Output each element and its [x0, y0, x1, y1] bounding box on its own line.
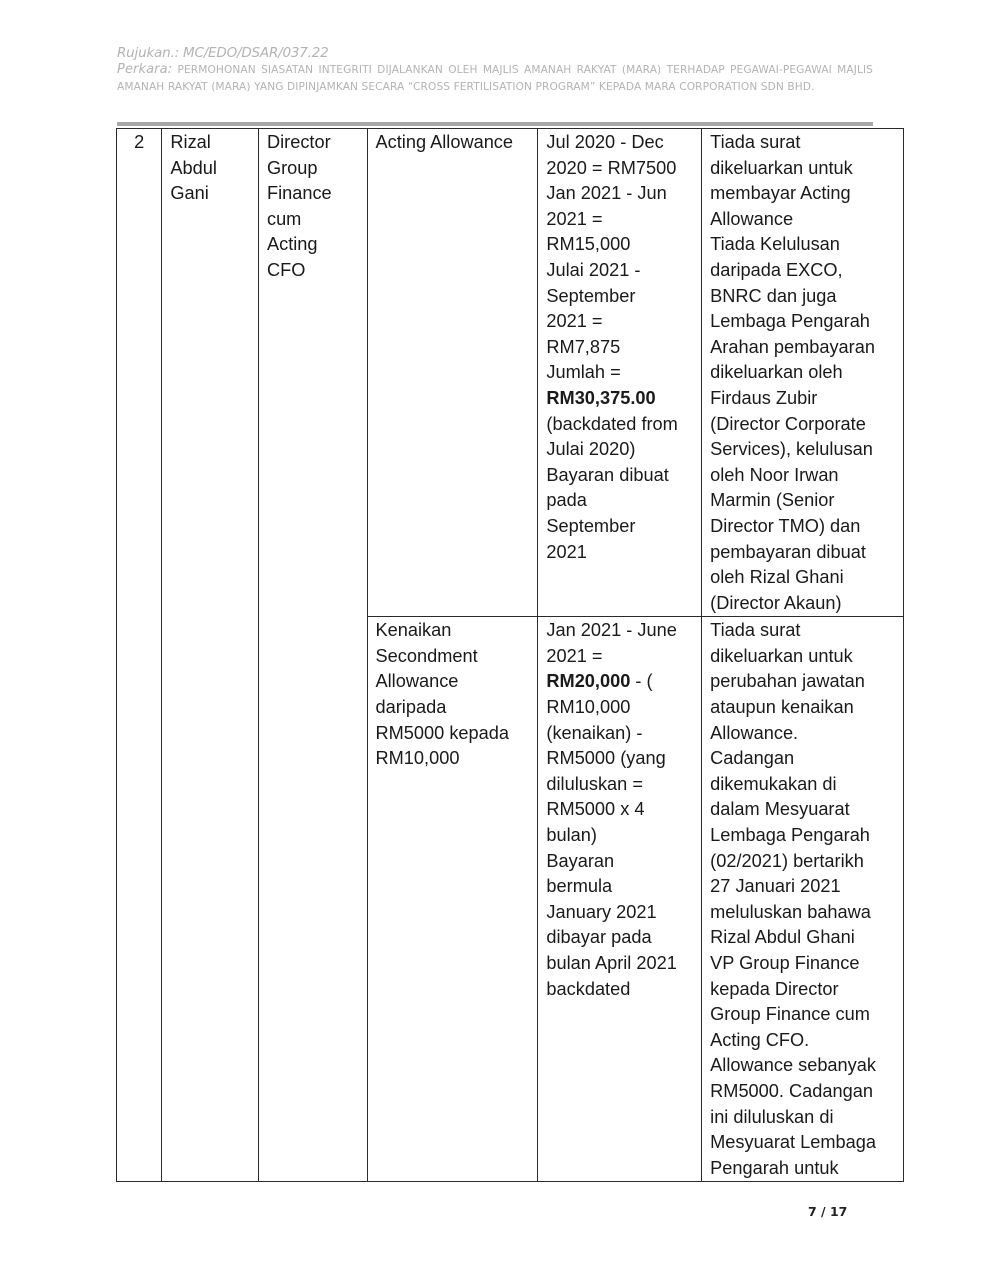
- cell-text-line: Firdaus Zubir: [710, 387, 818, 408]
- line-text: RM5000 x 4: [546, 799, 645, 820]
- cell-text-line: [546, 669, 693, 695]
- line-text: RM10,000: [546, 697, 631, 718]
- cell-text-line: [546, 977, 693, 1003]
- line-text: Jan 2021 - Jun: [546, 183, 667, 204]
- cell-text-line: [546, 644, 693, 670]
- cell-text-line: [546, 514, 693, 540]
- cell-text-line: [546, 258, 693, 284]
- allowance-item-cell: [367, 129, 538, 617]
- cell-text-line: (Director Akaun): [710, 592, 842, 613]
- cell-text-line: Pengarah untuk: [710, 1157, 839, 1178]
- cell-text-line: Arahan pembayaran: [710, 336, 875, 357]
- cell-text-line: Tiada surat: [710, 620, 801, 641]
- line-text: (kenaikan) -: [546, 722, 643, 743]
- table-row: [117, 129, 904, 617]
- cell-text-line: [546, 874, 693, 900]
- cell-text-line: [546, 540, 693, 566]
- cell-text-line: ataupun kenaikan: [710, 697, 854, 718]
- cell-text-line: [546, 156, 693, 182]
- line-text: September: [546, 515, 636, 536]
- line-text: January 2021: [546, 901, 657, 922]
- cell-text-line: Marmin (Senior: [710, 490, 835, 511]
- cell-text-line: [546, 181, 693, 207]
- line-text: bulan): [546, 825, 597, 846]
- cell-text-line: [546, 951, 693, 977]
- cell-text-line: [546, 463, 693, 489]
- cell-text-line: daripada EXCO,: [710, 259, 843, 280]
- cell-text-line: Rizal Abdul Ghani: [710, 927, 855, 948]
- cell-text-line: [546, 695, 693, 721]
- allowance-amount-cell: [538, 617, 702, 1182]
- cell-text-line: pembayaran dibuat: [710, 541, 866, 562]
- cell-text-line: CFO: [266, 259, 306, 280]
- cell-text-line: RM10,000: [375, 748, 460, 769]
- cell-text-line: meluluskan bahawa: [710, 901, 871, 922]
- cell-text-line: [546, 386, 693, 412]
- entry-number: 2: [134, 132, 145, 152]
- cell-text-line: (02/2021) bertarikh: [710, 850, 864, 871]
- cell-text-line: Secondment: [375, 645, 478, 666]
- cell-text-line: Group Finance cum: [710, 1004, 870, 1025]
- cell-text-line: [546, 309, 693, 335]
- cell-text-line: RM5000. Cadangan: [710, 1080, 873, 1101]
- line-text: September: [546, 285, 636, 306]
- cell-text-line: dikemukakan di: [710, 773, 837, 794]
- cell-text-line: (Director Corporate: [710, 413, 866, 434]
- line-text: RM15,000: [546, 234, 631, 255]
- cell-text-line: Director: [266, 132, 331, 152]
- cell-text-line: membayar Acting: [710, 183, 851, 204]
- cell-text-line: [546, 207, 693, 233]
- line-text: 2021: [546, 541, 587, 562]
- line-text: bermula: [546, 876, 613, 897]
- cell-text-line: Mesyuarat Lembaga: [710, 1132, 876, 1153]
- cell-text-line: [546, 232, 693, 258]
- line-text: pada: [546, 490, 587, 511]
- cell-text-line: [546, 797, 693, 823]
- line-text: Julai 2020): [546, 439, 636, 460]
- cell-text-line: dikeluarkan untuk: [710, 157, 853, 178]
- cell-text-line: Abdul: [170, 157, 217, 178]
- entry-number-cell: [117, 129, 162, 1182]
- cell-text-line: [546, 360, 693, 386]
- cell-text-line: [546, 925, 693, 951]
- cell-text-line: dikeluarkan untuk: [710, 645, 853, 666]
- cell-text-line: dikeluarkan oleh: [710, 362, 843, 383]
- cell-text-line: Services), kelulusan: [710, 439, 873, 460]
- cell-text-line: Kenaikan: [375, 620, 452, 641]
- allowance-note-cell: [702, 129, 904, 617]
- cell-text-line: Acting: [266, 234, 318, 255]
- cell-text-line: Acting Allowance: [375, 132, 514, 152]
- cell-text-line: [546, 849, 693, 875]
- cell-text-line: [546, 437, 693, 463]
- cell-text-line: oleh Noor Irwan: [710, 464, 839, 485]
- entry-name-cell: [162, 129, 259, 1182]
- cell-text-line: [546, 746, 693, 772]
- cell-text-line: [546, 721, 693, 747]
- cell-text-line: Allowance sebanyak: [710, 1055, 876, 1076]
- cell-text-line: Cadangan: [710, 748, 795, 769]
- line-text: RM5000 (yang: [546, 748, 666, 769]
- line-text: Jumlah =: [546, 362, 621, 383]
- line-text: backdated: [546, 978, 631, 999]
- cell-text-line: dalam Mesyuarat: [710, 799, 850, 820]
- line-text: Jul 2020 - Dec: [546, 132, 664, 152]
- line-text: Bayaran: [546, 850, 615, 871]
- cell-text-line: oleh Rizal Ghani: [710, 567, 844, 588]
- cell-text-line: perubahan jawatan: [710, 671, 865, 692]
- allowance-note-cell: [702, 617, 904, 1182]
- cell-text-line: Acting CFO.: [710, 1029, 810, 1050]
- line-text: 2021 =: [546, 311, 603, 332]
- allowance-item-cell: [367, 617, 538, 1182]
- document-header: [117, 44, 873, 95]
- allowance-table: [116, 128, 904, 1182]
- bold-amount: RM20,000: [546, 671, 631, 692]
- cell-text-line: Allowance.: [710, 722, 799, 743]
- cell-text-line: Lembaga Pengarah: [710, 311, 870, 332]
- line-text: Bayaran dibuat: [546, 464, 669, 485]
- line-text: (backdated from: [546, 413, 678, 434]
- cell-text-line: [546, 823, 693, 849]
- cell-text-line: RM5000 kepada: [375, 722, 509, 743]
- line-text: dibayar pada: [546, 927, 652, 948]
- cell-text-line: [546, 488, 693, 514]
- cell-text-line: cum: [266, 208, 302, 229]
- cell-text-line: VP Group Finance: [710, 953, 860, 973]
- cell-text-line: Rizal: [170, 132, 211, 152]
- cell-text-line: Director TMO) dan: [710, 515, 861, 536]
- subject-label: Perkara:: [117, 62, 173, 77]
- cell-text-line: ini diluluskan di: [710, 1106, 834, 1127]
- cell-text-line: Allowance: [375, 671, 459, 692]
- cell-text-line: [546, 618, 693, 644]
- line-text: bulan April 2021: [546, 953, 677, 973]
- line-text: RM7,875: [546, 336, 621, 357]
- header-divider: [117, 122, 873, 126]
- cell-text-line: Group: [266, 157, 318, 178]
- cell-text-line: [546, 412, 693, 438]
- cell-text-line: [546, 130, 693, 156]
- line-text: 2021 =: [546, 208, 603, 229]
- page-number: 7 / 17: [808, 1204, 848, 1219]
- line-text: diluluskan =: [546, 773, 643, 794]
- cell-text-line: Tiada surat: [710, 132, 801, 152]
- subject-line: [117, 62, 873, 95]
- line-text: Julai 2021 -: [546, 259, 641, 280]
- line-text: - (: [630, 671, 653, 692]
- cell-text-line: BNRC dan juga: [710, 285, 837, 306]
- allowance-amount-cell: [538, 129, 702, 617]
- cell-text-line: 27 Januari 2021: [710, 876, 841, 897]
- cell-text-line: kepada Director: [710, 978, 839, 999]
- cell-text-line: daripada: [375, 697, 447, 718]
- line-text: 2021 =: [546, 645, 603, 666]
- reference-number: Rujukan.: MC/EDO/DSAR/037.22: [117, 45, 329, 61]
- entry-position-cell: [258, 129, 367, 1182]
- cell-text-line: Finance: [266, 183, 332, 204]
- cell-text-line: [546, 900, 693, 926]
- cell-text-line: [546, 335, 693, 361]
- cell-text-line: Allowance: [710, 208, 794, 229]
- cell-text-line: Tiada Kelulusan: [710, 234, 840, 255]
- bold-amount: RM30,375.00: [546, 387, 656, 408]
- line-text: Jan 2021 - June: [546, 620, 677, 641]
- cell-text-line: Lembaga Pengarah: [710, 825, 870, 846]
- line-text: 2020 = RM7500: [546, 157, 677, 178]
- cell-text-line: Gani: [170, 183, 209, 204]
- subject-text: PERMOHONAN SIASATAN INTEGRITI DIJALANKAN OLEH MAJLIS AMANAH RAKYAT (MARA) TERHADAP PEGAWAI-PEGAWAI MAJLIS AMANAH RAKYAT (MARA) YANG DIPINJAMKAN SECARA “CROSS FERTILISATION PROGRAM” KEPADA MARA CORPORATION SDN BHD.: [117, 64, 873, 93]
- cell-text-line: [546, 284, 693, 310]
- cell-text-line: [546, 772, 693, 798]
